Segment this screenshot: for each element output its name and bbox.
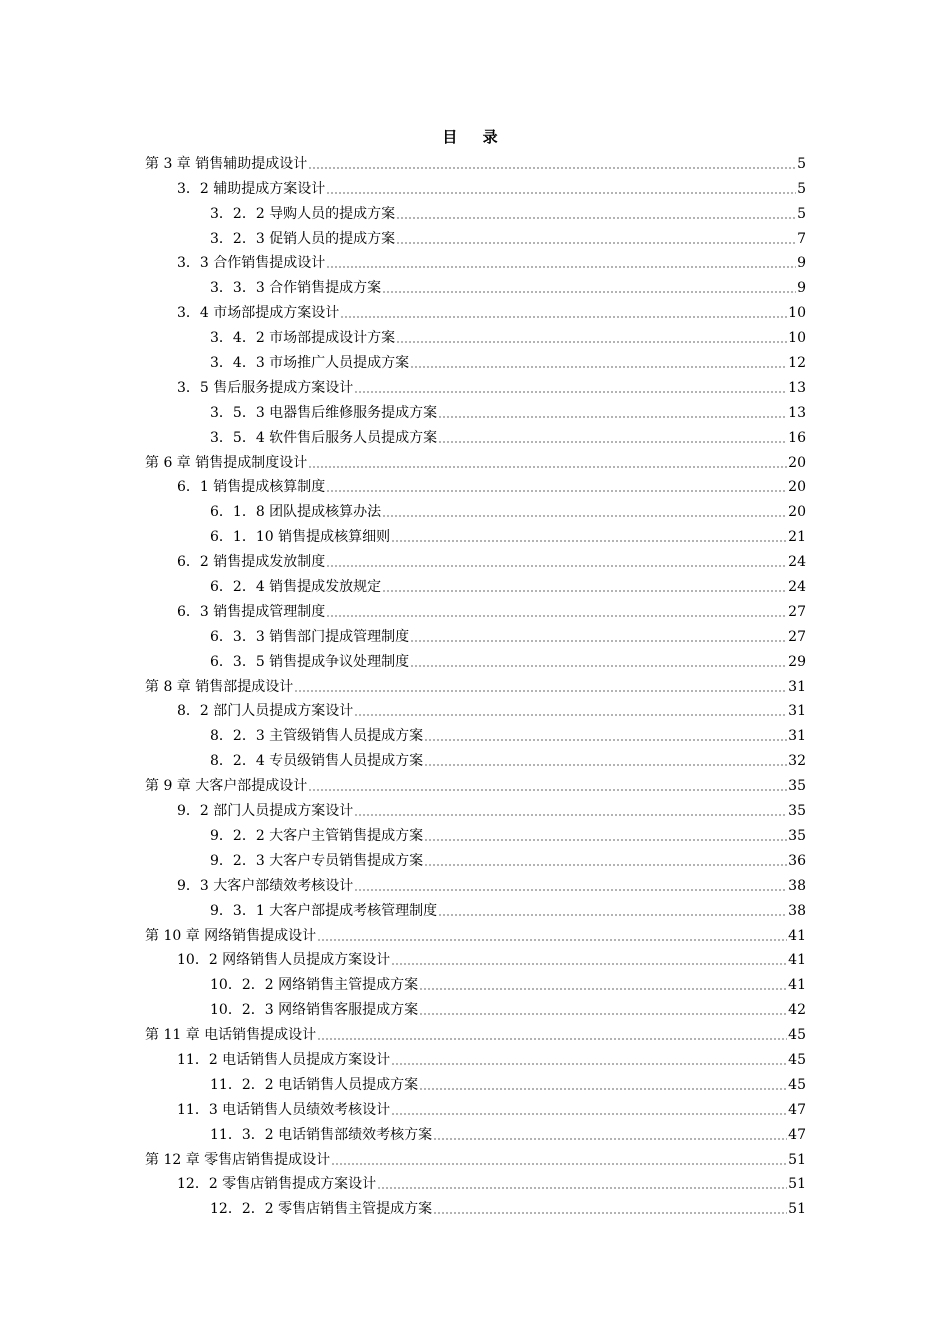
toc-entry-page-number: 20 [788,454,806,471]
toc-entry-page-number: 47 [788,1126,806,1143]
dot-leader [424,864,787,866]
toc-entry-title: 第 11 章 电话销售提成设计 [145,1027,317,1044]
toc-entry[interactable] [0,223,950,248]
toc-entry[interactable] [0,322,950,347]
dot-leader [377,1187,787,1189]
dot-leader [354,889,787,891]
toc-entry[interactable] [0,845,950,870]
toc-entry[interactable] [0,1019,950,1044]
toc-entry-title: 10．2 网络销售人员提成方案设计 [177,952,391,969]
toc-entry[interactable] [0,496,950,521]
toc-entry[interactable] [0,1094,950,1119]
toc-entry-page-number: 13 [788,379,806,396]
toc-entry[interactable] [0,1044,950,1069]
dot-leader [326,490,787,492]
toc-entry[interactable] [0,795,950,820]
toc-entry-title: 第 8 章 销售部提成设计 [145,678,294,695]
toc-entry-page-number: 35 [788,778,806,795]
toc-entry-title: 3．2．3 促销人员的提成方案 [210,230,396,247]
toc-entry[interactable] [0,820,950,845]
toc-entry-title: 6．1 销售提成核算制度 [177,479,326,496]
toc-entry-page-number: 38 [788,902,806,919]
dot-leader [382,515,787,517]
toc-entry[interactable] [0,770,950,795]
toc-entry-page-number: 5 [797,205,806,222]
toc-entry-title: 第 9 章 大客户部提成设计 [145,778,308,795]
dot-leader [410,665,787,667]
toc-entry-page-number: 45 [788,1076,806,1093]
toc-entry-page-number: 38 [788,877,806,894]
toc-entry-page-number: 24 [788,579,806,596]
toc-entry[interactable] [0,1169,950,1194]
toc-entry[interactable] [0,945,950,970]
toc-entry[interactable] [0,621,950,646]
toc-entry-title: 3．2．2 导购人员的提成方案 [210,205,396,222]
toc-entry-page-number: 41 [788,952,806,969]
toc-entry[interactable] [0,1119,950,1144]
toc-entry-page-number: 9 [797,255,806,272]
toc-entry-title: 第 3 章 销售辅助提成设计 [145,155,308,172]
toc-entry-page-number: 51 [788,1151,806,1168]
toc-entry-title: 10．2．3 网络销售客服提成方案 [210,1002,419,1019]
dot-leader [419,988,787,990]
toc-entry-page-number: 51 [788,1201,806,1218]
dot-leader [294,690,787,692]
toc-entry-page-number: 41 [788,927,806,944]
toc-entry[interactable] [0,148,950,173]
toc-entry-title: 3．4 市场部提成方案设计 [177,305,340,322]
dot-leader [396,242,796,244]
toc-entry-page-number: 35 [788,803,806,820]
toc-entry-title: 3．4．3 市场推广人员提成方案 [210,355,410,372]
dot-leader [326,615,787,617]
toc-entry[interactable] [0,969,950,994]
dot-leader [308,466,787,468]
toc-entry-page-number: 35 [788,827,806,844]
dot-leader [424,839,787,841]
dot-leader [308,789,787,791]
toc-entry-page-number: 36 [788,852,806,869]
dot-leader [354,391,787,393]
toc-entry-page-number: 27 [788,628,806,645]
toc-entry[interactable] [0,1144,950,1169]
toc-entry-title: 3．5 售后服务提成方案设计 [177,379,354,396]
toc-entry-page-number: 41 [788,977,806,994]
toc-entry-title: 6．2 销售提成发放制度 [177,554,326,571]
toc-entry-page-number: 45 [788,1051,806,1068]
toc-entry-title: 第 12 章 零售店销售提成设计 [145,1151,331,1168]
toc-entry-title: 6．3 销售提成管理制度 [177,603,326,620]
toc-entry[interactable] [0,895,950,920]
toc-entry-title: 3．5．4 软件售后服务人员提成方案 [210,429,438,446]
toc-entry-title: 6．1．8 团队提成核算办法 [210,504,382,521]
toc-entry-page-number: 27 [788,603,806,620]
toc-entry-title: 11．3．2 电话销售部绩效考核方案 [210,1126,433,1143]
toc-entry-page-number: 21 [788,529,806,546]
toc-entry-page-number: 10 [788,305,806,322]
toc-title: 目 录 [442,128,508,146]
toc-entry[interactable] [0,372,950,397]
toc-entry[interactable] [0,397,950,422]
toc-entry[interactable] [0,521,950,546]
dot-leader [382,291,796,293]
toc-entry-title: 9．3．1 大客户部提成考核管理制度 [210,902,438,919]
dot-leader [433,1212,787,1214]
dot-leader [424,764,787,766]
toc-entry-title: 第 10 章 网络销售提成设计 [145,927,317,944]
toc-entry-page-number: 5 [797,155,806,172]
dot-leader [438,416,787,418]
toc-entry[interactable] [0,422,950,447]
toc-entry[interactable] [0,248,950,273]
toc-entry[interactable] [0,994,950,1019]
toc-entry-page-number: 51 [788,1176,806,1193]
dot-leader [419,1013,787,1015]
toc-entry[interactable] [0,571,950,596]
dot-leader [410,366,787,368]
toc-entry-page-number: 45 [788,1027,806,1044]
toc-entry[interactable] [0,198,950,223]
toc-entry[interactable] [0,745,950,770]
toc-entry[interactable] [0,646,950,671]
dot-leader [433,1138,787,1140]
toc-entry[interactable] [0,696,950,721]
dot-leader [326,266,796,268]
toc-entry-title: 6．3．5 销售提成争议处理制度 [210,653,410,670]
toc-entry[interactable] [0,173,950,198]
dot-leader [354,714,787,716]
toc-entry[interactable] [0,447,950,472]
toc-entry-page-number: 20 [788,479,806,496]
toc-entry-page-number: 12 [788,355,806,372]
dot-leader [382,590,787,592]
toc-entry[interactable] [0,472,950,497]
dot-leader [326,192,796,194]
toc-entry-page-number: 42 [788,1002,806,1019]
toc-entry-title: 11．2 电话销售人员提成方案设计 [177,1051,391,1068]
toc-entry-title: 6．2．4 销售提成发放规定 [210,579,382,596]
toc-entry-page-number: 20 [788,504,806,521]
toc-entry[interactable] [0,720,950,745]
toc-entry[interactable] [0,920,950,945]
dot-leader [438,914,787,916]
toc-entry-title: 3．3 合作销售提成设计 [177,255,326,272]
toc-entry-page-number: 31 [788,678,806,695]
toc-entry-page-number: 5 [797,180,806,197]
toc-entry-page-number: 32 [788,753,806,770]
toc-entry-page-number: 13 [788,404,806,421]
toc-entry-title: 12．2．2 零售店销售主管提成方案 [210,1201,433,1218]
toc-entry-title: 11．2．2 电话销售人员提成方案 [210,1076,419,1093]
toc-entry-page-number: 29 [788,653,806,670]
toc-entry-page-number: 24 [788,554,806,571]
toc-entry-title: 11．3 电话销售人员绩效考核设计 [177,1101,391,1118]
toc-entry[interactable] [0,671,950,696]
toc-entry-title: 8．2．4 专员级销售人员提成方案 [210,753,424,770]
toc-entry[interactable] [0,347,950,372]
dot-leader [396,341,787,343]
dot-leader [396,217,796,219]
toc-entry-title: 6．1．10 销售提成核算细则 [210,529,391,546]
toc-entry-title: 3．2 辅助提成方案设计 [177,180,326,197]
toc-entry-page-number: 31 [788,703,806,720]
toc-entry-title: 8．2．3 主管级销售人员提成方案 [210,728,424,745]
toc-entry-title: 9．2 部门人员提成方案设计 [177,803,354,820]
toc-entry-title: 3．5．3 电器售后维修服务提成方案 [210,404,438,421]
toc-entry-page-number: 9 [797,280,806,297]
dot-leader [331,1163,787,1165]
dot-leader [410,640,787,642]
toc-entry-title: 9．3 大客户部绩效考核设计 [177,877,354,894]
toc-entry-page-number: 16 [788,429,806,446]
dot-leader [317,1038,787,1040]
dot-leader [424,739,787,741]
toc-entry-title: 12．2 零售店销售提成方案设计 [177,1176,377,1193]
dot-leader [354,814,787,816]
toc-entry-page-number: 10 [788,330,806,347]
dot-leader [391,1113,787,1115]
toc-entry-title: 9．2．3 大客户专员销售提成方案 [210,852,424,869]
toc-entry[interactable] [0,870,950,895]
toc-entry-title: 9．2．2 大客户主管销售提成方案 [210,827,424,844]
toc-entry-page-number: 47 [788,1101,806,1118]
toc-entry-page-number: 7 [797,230,806,247]
toc-entry[interactable] [0,546,950,571]
toc-entry[interactable] [0,297,950,322]
dot-leader [340,316,787,318]
toc-entry-title: 3．4．2 市场部提成设计方案 [210,330,396,347]
toc-entry-title: 第 6 章 销售提成制度设计 [145,454,308,471]
dot-leader [438,441,787,443]
toc-entry-title: 10．2．2 网络销售主管提成方案 [210,977,419,994]
dot-leader [391,540,787,542]
toc-entry[interactable] [0,272,950,297]
dot-leader [317,939,787,941]
toc-entry-title: 6．3．3 销售部门提成管理制度 [210,628,410,645]
toc-entry-title: 8．2 部门人员提成方案设计 [177,703,354,720]
toc-list [0,148,950,1218]
dot-leader [326,565,787,567]
toc-entry[interactable] [0,1069,950,1094]
dot-leader [391,963,787,965]
toc-entry-title: 3．3．3 合作销售提成方案 [210,280,382,297]
dot-leader [391,1063,787,1065]
dot-leader [308,167,796,169]
toc-entry[interactable] [0,1193,950,1218]
toc-entry[interactable] [0,596,950,621]
dot-leader [419,1088,787,1090]
toc-entry-page-number: 31 [788,728,806,745]
